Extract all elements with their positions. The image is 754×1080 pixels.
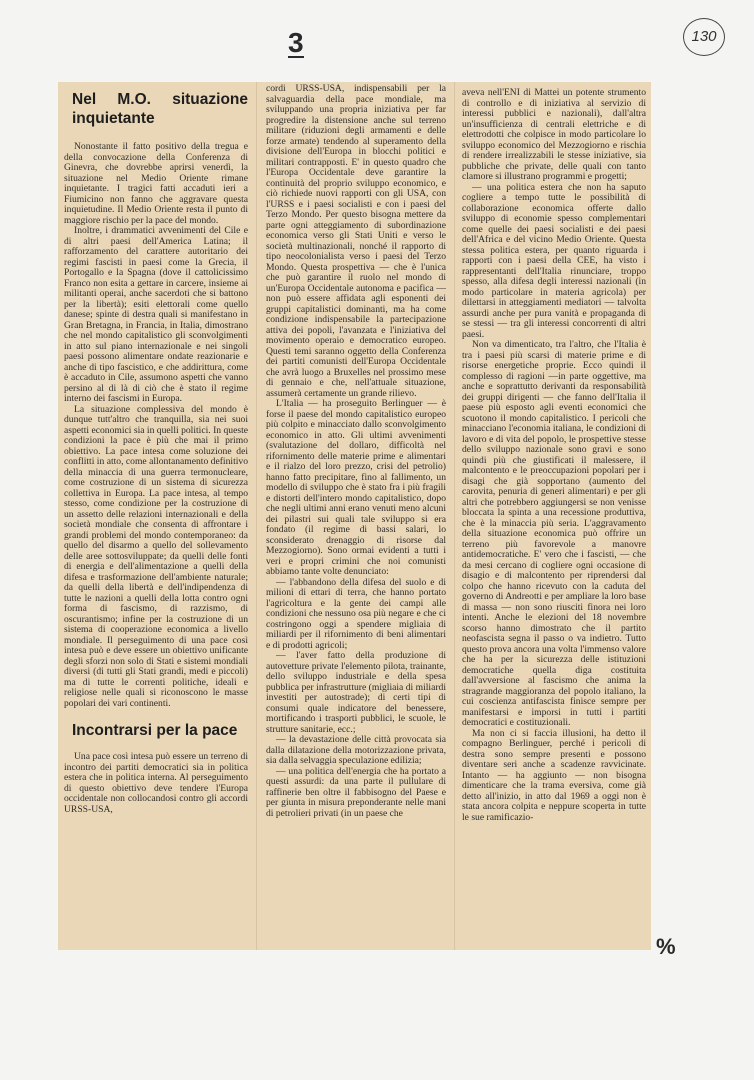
paragraph: Ma non ci si faccia illusioni, ha detto il compagno Berlinguer, perché i pericoli di destra sono sempre presenti e possono diventare seri anche a scadenze ravvicinate. Intanto — ha aggiunto — non bisogna dimenticare che la trama eversiva, come già detto all'inizio, in atto dal 1969 a oggi non è stata ancora colpita e neppure scoperta in tutte le sue ramificazio- (462, 727, 646, 823)
article-subheadline: Incontrarsi per la pace (72, 722, 238, 739)
paragraph: La situazione complessiva del mondo è dunque tutt'altro che tranquilla, sia nei suoi aspetti economici sia in quelli politici. In queste condizioni la pace è più che mai il primo obiettivo. La pace intesa come soluzione dei conflitti in atto, come allontanamento definitivo della minaccia di una guerra termonucleare, come costruzione di un sistema di sicurezza collettiva in Europa. La pace intesa, al tempo stesso, come condizione per la costruzione di un assetto delle relazioni internazionali e della società mondiale che consenta di affrontare i grandi problemi del mondo contemporaneo: da quello del disarmo a quello del sollevamento delle aree sottosviluppate; da quelli delle fonti di energia e dell'alimentazione a quelli della difesa e trasformazione dell'ambiente naturale; da quelli della libertà e dell'indipendenza di tutte le nazioni a quelli della lotta contro ogni forma di fascismo, di razzismo, di oscurantismo; infine per la costruzione di un sistema di cooperazione economica a livello mondiale. Il perseguimento di una pace così intesa può e deve essere un obiettivo unificante degli sforzi non solo di Stati e sistemi mondiali diversi (di tutti gli Stati grandi, medi e piccoli) ma di tutte le correnti politiche, ideali e religiose nelle quali si riconoscono le masse popolari dei vari continenti. (64, 403, 248, 709)
article-column-1 (64, 82, 248, 950)
paragraph: — una politica dell'energia che ha portato a questi assurdi: da una parte il pullulare di raffinerie ben oltre il fabbisogno del Paese e per giunta in misura preponderante nelle mani di petrolieri privati (in un paese che (266, 765, 446, 819)
paragraph: — la devastazione delle città provocata sia dalla dilatazione della motorizzazione privata, sia dalla selvaggia speculazione edilizia; (266, 734, 446, 766)
paragraph: — l'abbandono della difesa del suolo e di milioni di ettari di terra, che hanno portato l'agricoltura e la gente dei campi alle condizioni che nessuno osa più negare e che ci costringono oggi a spendere migliaia di miliardi per il rifornimento di beni alimentari e di prodotti agricoli; (266, 576, 446, 651)
margin-mark: % (656, 934, 676, 959)
article-column-3 (462, 88, 646, 956)
paragraph: — l'aver fatto della produzione di autovetture private l'elemento pilota, trainante, dello sviluppo industriale e della spesa pubblica per infrastrutture (migliaia di miliardi investiti per autostrade); di certi tipi di consumi quale indicatore del benessere, mortificando i trasporti pubblici, le scuole, le strutture sanitarie, ecc.; (266, 650, 446, 735)
column-divider (256, 82, 257, 950)
paragraph: — una politica estera che non ha saputo cogliere a tempo tutte le possibilità di collaborazione economica offerte dallo sviluppo di economie spesso complementari come quelle dei paesi socialisti e dei paesi dell'Africa e del vicino Medio Oriente. Questa stessa politica estera, per quanto riguarda i rapporti con i paesi della CEE, ha visto i rappresentanti dell'Italia rinunciare, troppo spesso, alla difesa degli interessi nazionali (in modo particolare in materia agricola) per dilettarsi in atteggiamenti mediatori — talvolta assurdi anche per pura vanità e propaganda di se stessi — tra gli interessi concorrenti di altri paesi. (462, 181, 646, 340)
archive-number-circle: 130 (683, 18, 725, 56)
newspaper-clipping (58, 82, 651, 950)
paragraph: Nonostante il fatto positivo della tregua e della convocazione della Conferenza di Ginevra, che dovrebbe aprirsi venerdì, la situazione nel Medio Oriente rimane inquietante. I tragici fatti accaduti ieri a Fiumicino non fanno che aggravare questa inquietudine. Il Medio Oriente resta il punto di maggiore rischio per la pace del mondo. (64, 141, 248, 226)
article-headline: Nel M.O. situazione inquietante (72, 91, 248, 127)
paragraph: Non va dimenticato, tra l'altro, che l'Italia è tra i paesi più scarsi di materie prime e di risorse energetiche proprie. Ecco quindi il complesso di ragioni —in parte oggettive, ma anche e soprattutto derivanti da responsabilità dei gruppi dirigenti — che fanno dell'Italia il paese più esposto agli eventi economici che scuotono il mondo capitalistico. I pericoli che minacciano l'economia italiana, le condizioni di lavoro e di vita del popolo, le prospettive stesse dello sviluppo nazionale sono gravi e sono quindi più che giustificati il malessere, il malcontento e le preoccupazioni popolari per i disagi che già sopportano (aumento del carovita, penuria di generi alimentari) e per gli altri che potrebbero aggiungersi se non venisse bloccata la spinta a una recessione produttiva, che è la minaccia più seria. L'aggravamento della situazione economica può offrire un terreno più favorevole a manovre antidemocratiche. E' vero che i fascisti, — che da mesi cercano di cogliere ogni occasione di disagio e di malcontento per riprendersi dal colpo che hanno ricevuto con la caduta del governo di Andreotti e per ampliare la loro base di massa — non sono riusciti finora nei loro intenti. Anche le elezioni del 18 novembre scorso hanno dimostrato che il partito neofascista segna il passo o va indietro. Tutto questo prova ancora una volta l'immenso valore che ha per la sicurezza delle istituzioni democratiche quella diga costituita dall'avversione al fascismo che anima la stragrande maggioranza del popolo italiano, la cui coscienza antifascista finisce sempre per manifestarsi e imporsi in tutti i partiti democratici e costituzionali. (462, 339, 646, 728)
paragraph: Una pace così intesa può essere un terreno di incontro dei partiti democratici sia in politica estera che in politica interna. Al perseguimento di questo obiettivo deve tendere l'Europa occidentale non collocandosi contro gli accordi URSS-USA, (64, 751, 248, 815)
paragraph: Inoltre, i drammatici avvenimenti del Cile e di altri paesi dell'America Latina; il rafforzamento del carattere autoritario dei regimi fascisti in paesi come la Grecia, il Portogallo e la Spagna (dove il cattolicissimo Franco non esita a gettare in carcere, insieme ai militanti operai, anche sacerdoti che si battono per la libertà); esiti elettorali come quello danese; spinte di destra quali si manifestano in Gran Bretagna, in Francia, in Italia, dimostrano che nel mondo capitalistico gli sconvolgimenti in atto sul piano internazionale e nei singoli paesi possono alimentare ondate reazionarie e anche di tipo fascistico, e che addirittura, come è accaduto in Cile, assumono aspetti che vanno persino al di là di ciò che è stato il regime interno dei fascismi in Europa. (64, 225, 248, 404)
page-number: 3 (288, 27, 304, 58)
paragraph: aveva nell'ENI di Mattei un potente strumento di controllo e di iniziativa al servizio di interessi pubblici e nazionali), dall'altra un'insufficienza di centrali elettriche e di elettrodotti che colpisce in modo particolare lo sviluppo economico del Mezzogiorno e rischia di rendere irrealizzabili le stesse iniziative, sia pubbliche che private, delle quali con tanto clamore si illustrano programmi e progetti; (462, 88, 646, 182)
paragraph: cordi URSS-USA, indispensabili per la salvaguardia della pace mondiale, ma sviluppando una propria iniziativa per far progredire la distensione anche sul terreno militare (riduzioni degli armamenti e delle forze armate) tendendo al superamento della divisione dell'Europa in blocchi politici e militari contrapposti. E' in questo quadro che l'Europa Occidentale deve garantire la continuità del proprio sviluppo economico, e ciò richiede nuovi rapporti con gli USA, con l'URSS e i paesi socialisti e con i paesi del Terzo Mondo. Per questo bisogna mettere da parte ogni atteggiamento di subordinazione economica verso gli Stati Uniti e verso le società multinazionali, nonché il rapporto di tipo neocolonialista verso i paesi del Terzo Mondo. Questa prospettiva — che è l'unica che può garantire il ruolo nel mondo di un'Europa Occidentale autonoma e pacifica — non può essere affidata agli esponenti dei gruppi capitalistici dominanti, ma ha come condizione indispensabile la partecipazione attiva dei popoli, l'avanzata e l'iniziativa del movimento operaio e democratico europeo. Questi temi saranno oggetto della Conferenza dei partiti comunisti dell'Europa Occidentale che avrà luogo a Bruxelles nel prossimo mese di gennaio e che, nell'attuale situazione, assumerà certamente un grande rilievo. (266, 84, 446, 399)
article-column-2 (266, 84, 446, 952)
column-divider (454, 82, 455, 950)
paragraph: L'Italia — ha proseguito Berlinguer — è forse il paese del mondo capitalistico europeo più colpito e minacciato dallo sconvolgimento economico in atto. Gli ultimi avvenimenti (svalutazione del dollaro, difficoltà nel rifornimento delle materie prime e alimentari e il rialzo del loro prezzo, crisi del petrolio) hanno fatto precipitare, fino al fallimento, un modello di sviluppo che è stato fra i più fragili e distorti dell'intero mondo capitalistico, dopo che negli ultimi anni erano venuti meno alcuni dei pilastri sui quali tale sviluppo si era fondato (il regime di bassi salari, lo sconsiderato drenaggio di risorse dal Mezzogiorno). Sono ormai evidenti a tutti i veri e propri crimini che noi comunisti abbiamo tante volte denunciato: (266, 398, 446, 577)
